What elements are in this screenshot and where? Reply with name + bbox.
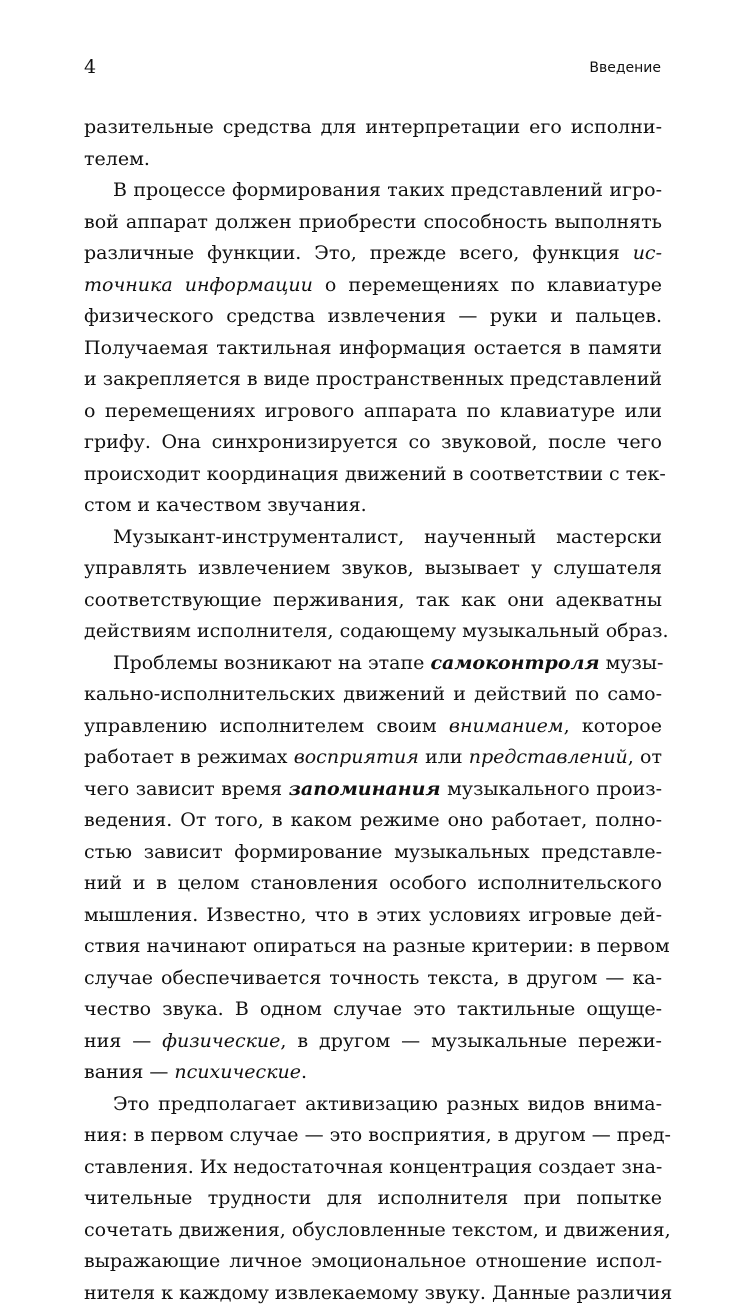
text-run: действиям исполнителя, содающему музыкальный образ. [84,620,669,642]
text-run: происходит координация движений в соответствии с тек- [84,463,666,485]
text-line [84,994,662,1026]
text-run: Это предполагает активизацию разных видов внима- [113,1093,662,1115]
text-line [84,270,662,302]
italic-term: восприятия [294,746,419,768]
text-line [84,585,662,617]
bold-italic-term: самоконтроля [430,652,599,674]
text-line [84,553,662,585]
text-run: случае обеспечивается точность текста, в другом — ка- [84,967,662,989]
text-line [84,868,662,900]
text-run: выражающие личное эмоциональное отношение испол- [84,1250,662,1272]
text-line [84,1152,662,1184]
text-line [84,711,662,743]
text-run: вания — [84,1061,174,1083]
text-line [84,396,662,428]
text-run: вой аппарат должен приобрести способность выполнять [84,211,662,233]
text-run: музыкального произ- [441,778,662,800]
text-run: и закрепляется в виде пространственных представлений [84,368,662,390]
text-line [84,648,662,680]
text-line [84,144,662,176]
text-run: управлять извлечением звуков, вызывает у слушателя [84,557,662,579]
text-run: ствия начинают опираться на разные критерии: в первом [84,935,670,957]
text-run: ведения. От того, в каком режиме оно работает, полно- [84,809,662,831]
text-run: грифу. Она синхронизируется со звуковой, после чего [84,431,662,453]
text-line [84,112,662,144]
text-run: чество звука. В одном случае это тактильные ощуще- [84,998,662,1020]
text-run: телем. [84,148,150,170]
running-title: Введение [589,60,661,76]
text-run: работает в режимах [84,746,294,768]
italic-term: точника информации [84,274,313,296]
bold-italic-term: запоминания [289,778,441,800]
text-line [84,616,662,648]
text-line [84,175,662,207]
text-line [84,1120,662,1152]
text-line [84,490,662,522]
italic-term: ис- [633,242,662,264]
text-line [84,900,662,932]
text-run: Музыкант-инструменталист, наученный мастерски [113,526,662,548]
text-run: В процессе формирования таких представлений игро- [113,179,662,201]
text-run: или [419,746,469,768]
text-line [84,1246,662,1278]
text-line [84,1026,662,1058]
text-run: разительные средства для интерпретации его исполни- [84,116,662,138]
body-text [84,112,662,1309]
text-run: о перемещениях игрового аппарата по клавиатуре или [84,400,662,422]
text-run: , в другом — музыкальные пережи- [280,1030,662,1052]
text-run: о перемещениях по клавиатуре [313,274,662,296]
text-run: . [301,1061,307,1083]
text-line [84,1278,662,1309]
text-run: , от [628,746,662,768]
text-line [84,774,662,806]
text-run: управлению исполнителем своим [84,715,449,737]
text-line [84,427,662,459]
italic-term: физические [162,1030,280,1052]
text-run: ния: в первом случае — это восприятия, в другом — пред- [84,1124,671,1146]
text-run: стом и качеством звучания. [84,494,367,516]
text-line [84,805,662,837]
text-line [84,301,662,333]
text-line [84,364,662,396]
text-run: кально-исполнительских движений и действий по само- [84,683,662,705]
text-line [84,963,662,995]
text-line [84,1215,662,1247]
text-line [84,459,662,491]
text-line [84,742,662,774]
text-run: Проблемы возникают на этапе [113,652,430,674]
text-run: нителя к каждому извлекаемому звуку. Данные различия [84,1282,672,1304]
text-line [84,1183,662,1215]
page-number: 4 [84,56,96,78]
text-line [84,207,662,239]
text-line [84,238,662,270]
text-run: чего зависит время [84,778,289,800]
text-run: ний и в целом становления особого исполнительского [84,872,662,894]
text-run: Получаемая тактильная информация остается в памяти [84,337,662,359]
text-run: сочетать движения, обусловленные текстом, и движения, [84,1219,671,1241]
text-line [84,679,662,711]
italic-term: представлений [469,746,628,768]
text-line [84,931,662,963]
text-run: стью зависит формирование музыкальных представле- [84,841,662,863]
text-line [84,522,662,554]
text-run: мышления. Известно, что в этих условиях игровые дей- [84,904,662,926]
text-run: , которое [564,715,662,737]
text-line [84,1089,662,1121]
text-line [84,333,662,365]
text-line [84,837,662,869]
text-line [84,1057,662,1089]
text-run: ния — [84,1030,162,1052]
text-run: чительные трудности для исполнителя при попытке [84,1187,662,1209]
text-run: музы- [600,652,664,674]
text-run: физического средства извлечения — руки и пальцев. [84,305,662,327]
italic-term: психические [174,1061,301,1083]
text-run: ставления. Их недостаточная концентрация создает зна- [84,1156,662,1178]
italic-term: вниманием [449,715,564,737]
text-run: соответствующие перживания, так как они адекватны [84,589,662,611]
text-run: различные функции. Это, прежде всего, функция [84,242,633,264]
